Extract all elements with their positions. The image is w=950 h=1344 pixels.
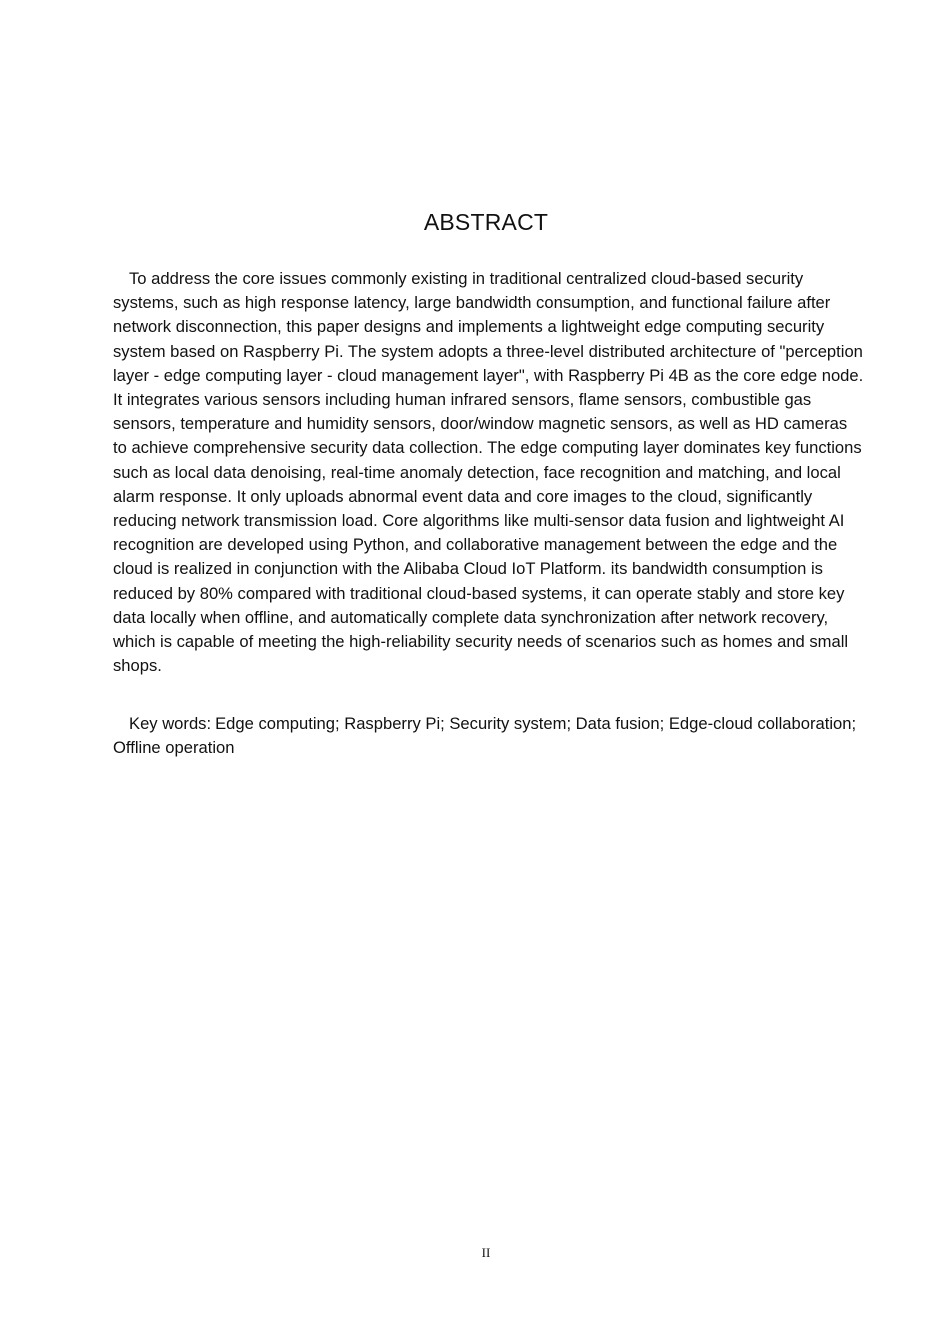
keywords-label: Key words: bbox=[129, 714, 212, 733]
keywords-paragraph bbox=[113, 712, 865, 760]
abstract-body: To address the core issues commonly existing in traditional centralized cloud-based security systems, such as high response latency, large bandwidth consumption, and functional failure after network disconnection, this paper designs and implements a lightweight edge computing security system based on Raspberry Pi. The system adopts a three-level distributed architecture of "perception layer - edge computing layer - cloud management layer", with Raspberry Pi 4B as the core edge node. It integrates various sensors including human infrared sensors, flame sensors, combustible gas sensors, temperature and humidity sensors, door/window magnetic sensors, as well as HD cameras to achieve comprehensive security data collection. The edge computing layer dominates key functions such as local data denoising, real-time anomaly detection, face recognition and matching, and local alarm response. It only uploads abnormal event data and core images to the cloud, significantly reducing network transmission load. Core algorithms like multi-sensor data fusion and lightweight AI recognition are developed using Python, and collaborative management between the edge and the cloud is realized in conjunction with the Alibaba Cloud IoT Platform. its bandwidth consumption is reduced by 80% compared with traditional cloud-based systems, it can operate stably and store key data locally when offline, and automatically complete data synchronization after network recovery, which is capable of meeting the high-reliability security needs of scenarios such as homes and small shops. bbox=[113, 269, 864, 676]
abstract-title: ABSTRACT bbox=[423, 209, 549, 235]
page-number: II bbox=[481, 1245, 491, 1260]
keywords-text: Edge computing; Raspberry Pi; Security system; Data fusion; Edge-cloud collaboration; Offline operation bbox=[113, 714, 857, 758]
